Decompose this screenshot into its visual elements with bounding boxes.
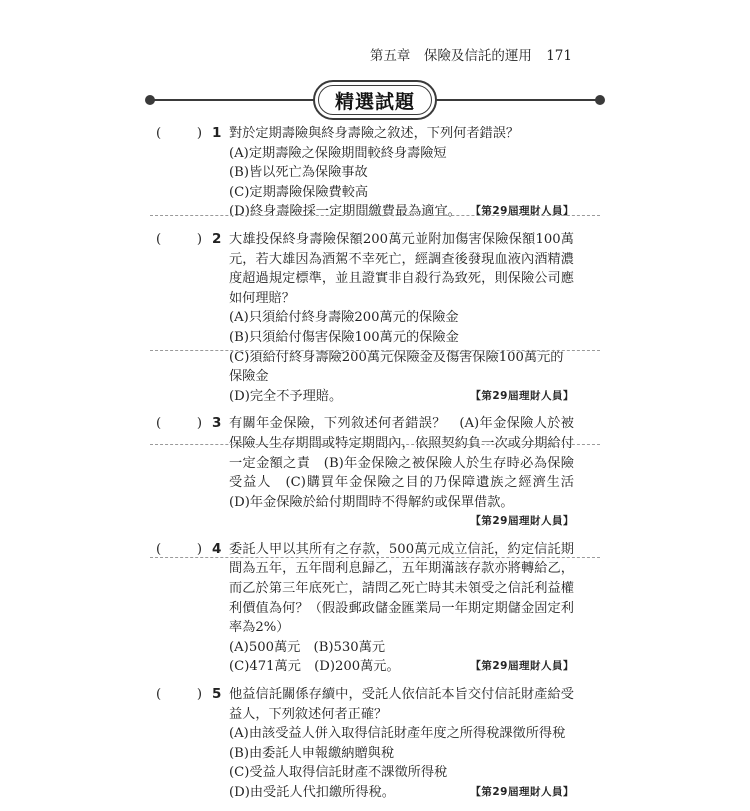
- option-b: (B)由委託人申報繳納贈與稅: [229, 745, 395, 761]
- question-stem: 委託人甲以其所有之存款，500萬元成立信託，約定信託期間為五年，五年間利息歸乙，五年期滿該存款亦將轉給乙，而乙於第三年底死亡，請問乙死亡時其未領受之信託利益權利價值為何？（假設郵政儲金匯業局一年期定期儲金固定利率為2%）: [229, 541, 574, 636]
- source-tag: 【第29屆理財人員】: [470, 389, 574, 402]
- paren-close: ): [196, 541, 202, 557]
- option-d: (D)完全不予理賠。: [229, 388, 343, 404]
- option-a: (A)只須給付終身壽險200萬元的保險金: [229, 310, 459, 326]
- option-a: (A)由該受益人併入取得信託財產年度之所得稅課徵所得稅: [229, 726, 566, 742]
- source-tag: 【第29屆理財人員】: [470, 786, 574, 798]
- question-number: 2: [212, 230, 222, 247]
- option-c: (C)須給付終身壽險200萬元保險金及傷害保險100萬元的保險金: [229, 349, 564, 385]
- paren-open: (: [156, 687, 162, 703]
- source-tag: 【第29屆理財人員】: [470, 660, 574, 673]
- chapter-title: 第五章 保險及信託的運用: [369, 48, 532, 64]
- question-1: [0, 124, 574, 222]
- option-c: (C)受益人取得信託財產不課徵所得稅: [229, 765, 448, 781]
- question-4: [0, 540, 574, 677]
- question-stem: 有關年金保險，下列敘述何者錯誤？ (A)年金保險人於被保險人生存期間或特定期間內，依照契約負一次或分期給付一定金額之責 (B)年金保險之被保險人於生存時必為保險受益人 (C)購買年金保險之目的乃保障遺族之經濟生活 (D)年金保險於給付期間時不得解約或保單借款。: [229, 416, 588, 510]
- option-b: (B)只須給付傷害保險100萬元的保險金: [229, 329, 459, 345]
- paren-open: (: [156, 231, 162, 247]
- paren-close: ): [196, 687, 202, 703]
- option-d: (D)終身壽險採一定期間繳費最為適宜。: [229, 204, 461, 220]
- paren-close: ): [196, 416, 202, 432]
- question-number: 4: [212, 540, 222, 557]
- section-title: 精選試題: [318, 85, 432, 115]
- question-stem: 大雄投保終身壽險保額200萬元並附加傷害保險保額100萬元，若大雄因為酒駕不幸死亡，經調查後發現血液內酒精濃度超過規定標準，並且證實非自殺行為致死，則保險公司應如何理賠？: [229, 231, 574, 306]
- question-list: [0, 124, 750, 811]
- question-5: [0, 685, 574, 803]
- question-divider: [150, 557, 600, 558]
- question-divider: [150, 444, 600, 445]
- answer-blank[interactable]: [156, 685, 202, 705]
- rule-dot-right: [595, 95, 605, 105]
- question-divider: [150, 215, 600, 216]
- paren-close: ): [196, 231, 202, 247]
- option-d: (D)由受託人代扣繳所得稅。: [229, 785, 395, 800]
- option-c: (C)定期壽險保險費較高: [229, 184, 369, 200]
- question-number: 1: [212, 125, 222, 141]
- question-stem: 對於定期壽險與終身壽險之敘述，下列何者錯誤？: [229, 126, 520, 141]
- source-tag: 【第29屆理財人員】: [470, 205, 574, 218]
- paren-close: ): [196, 126, 202, 141]
- question-number: 3: [212, 415, 222, 432]
- answer-blank[interactable]: [156, 414, 202, 434]
- rule-dot-left: [145, 95, 155, 105]
- question-3: [0, 414, 588, 532]
- option-a: (A)定期壽險之保險期間較終身壽險短: [229, 145, 447, 161]
- answer-blank[interactable]: [156, 230, 202, 250]
- source-tag: 【第29屆理財人員】: [470, 515, 574, 528]
- section-title-badge: [313, 80, 437, 120]
- option-cd: (C)471萬元 (D)200萬元。: [229, 659, 400, 675]
- option-b: (B)皆以死亡為保險事故: [229, 165, 368, 181]
- page-number: 171: [546, 48, 572, 64]
- paren-open: (: [156, 126, 162, 141]
- question-number: 5: [212, 686, 222, 703]
- paren-open: (: [156, 416, 162, 432]
- question-stem: 他益信託關係存續中，受託人依信託本旨交付信託財產給受益人，下列敘述何者正確？: [229, 687, 574, 722]
- paren-open: (: [156, 541, 162, 557]
- option-ab: (A)500萬元 (B)530萬元: [229, 639, 386, 655]
- running-header: [370, 44, 572, 64]
- question-divider: [150, 350, 600, 351]
- answer-blank[interactable]: [156, 124, 202, 144]
- question-2: [0, 230, 574, 406]
